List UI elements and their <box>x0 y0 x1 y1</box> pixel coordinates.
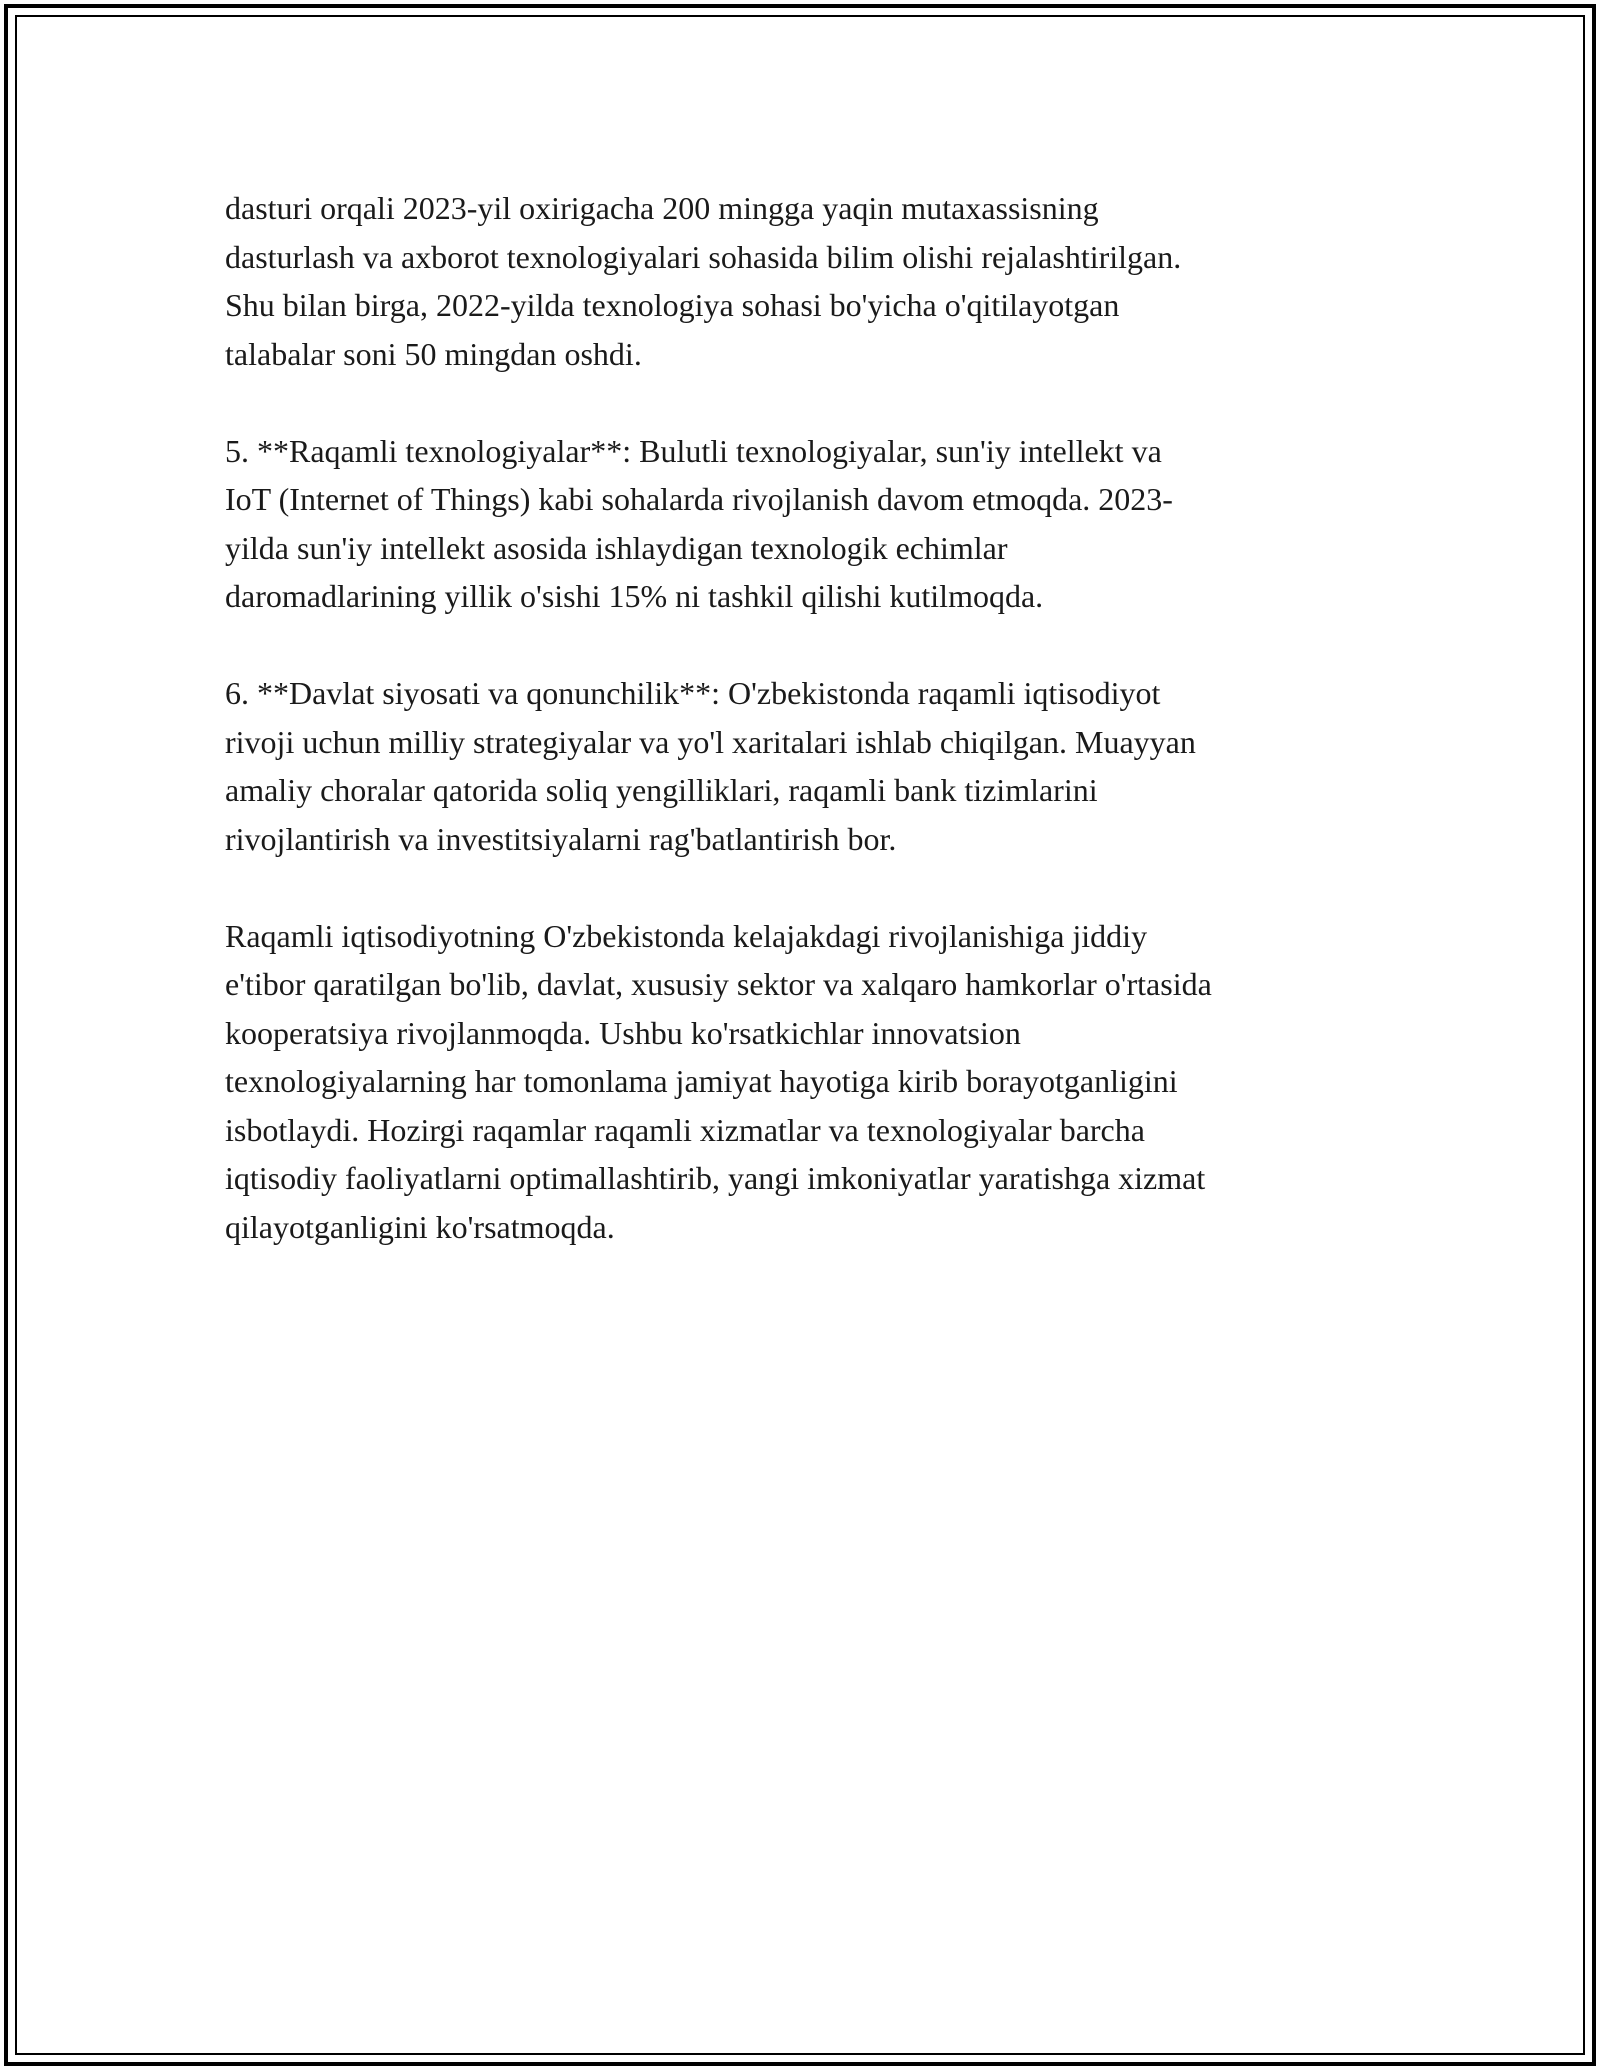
text-line: isbotlaydi. Hozirgi raqamlar raqamli xizmatlar va texnologiyalar barcha <box>225 1111 1145 1148</box>
text-line: dasturlash va axborot texnologiyalari sohasida bilim olishi rejalashtirilgan. <box>225 238 1182 275</box>
paragraph-conclusion <box>225 912 1385 1252</box>
text-line: Raqamli iqtisodiyotning O'zbekistonda kelajakdagi rivojlanishiga jiddiy <box>225 917 1148 954</box>
text-line: Shu bilan birga, 2022-yilda texnologiya sohasi bo'yicha o'qitilayotgan <box>225 287 1120 323</box>
text-line: 5. **Raqamli texnologiyalar**: Bulutli texnologiyalar, sun'iy intellekt va <box>225 432 1162 469</box>
text-line: rivojlantirish va investitsiyalarni rag'batlantirish bor. <box>225 820 897 857</box>
text-line: e'tibor qaratilgan bo'lib, davlat, xususiy sektor va xalqaro hamkorlar o'rtasida <box>225 966 1212 1002</box>
text-line: daromadlarining yillik o'sishi 15% ni tashkil qilishi kutilmoqda. <box>225 578 1044 614</box>
text-line: talabalar soni 50 mingdan oshdi. <box>225 335 642 372</box>
text-line: dasturi orqali 2023-yil oxirigacha 200 mingga yaqin mutaxassisning <box>225 190 1099 226</box>
document-body <box>225 184 1385 1251</box>
text-line: qilayotganligini ko'rsatmoqda. <box>225 1208 615 1245</box>
text-line: rivoji uchun milliy strategiyalar va yo'l xaritalari ishlab chiqilgan. Muayyan <box>225 723 1196 760</box>
text-line: texnologiyalarning har tomonlama jamiyat hayotiga kirib borayotganligini <box>225 1063 1178 1099</box>
paragraph-state-policy <box>225 669 1385 863</box>
paragraph-continuation <box>225 184 1385 378</box>
text-line: amaliy choralar qatorida soliq yengilliklari, raqamli bank tizimlarini <box>225 772 1098 808</box>
paragraph-digital-technologies <box>225 427 1385 621</box>
text-line: kooperatsiya rivojlanmoqda. Ushbu ko'rsatkichlar innovatsion <box>225 1014 1021 1051</box>
text-line: IoT (Internet of Things) kabi sohalarda rivojlanish davom etmoqda. 2023- <box>225 481 1173 517</box>
text-line: iqtisodiy faoliyatlarni optimallashtirib, yangi imkoniyatlar yaratishga xizmat <box>225 1160 1206 1196</box>
text-line: 6. **Davlat siyosati va qonunchilik**: O'zbekistonda raqamli iqtisodiyot <box>225 675 1161 711</box>
text-line: yilda sun'iy intellekt asosida ishlaydigan texnologik echimlar <box>225 529 1008 566</box>
